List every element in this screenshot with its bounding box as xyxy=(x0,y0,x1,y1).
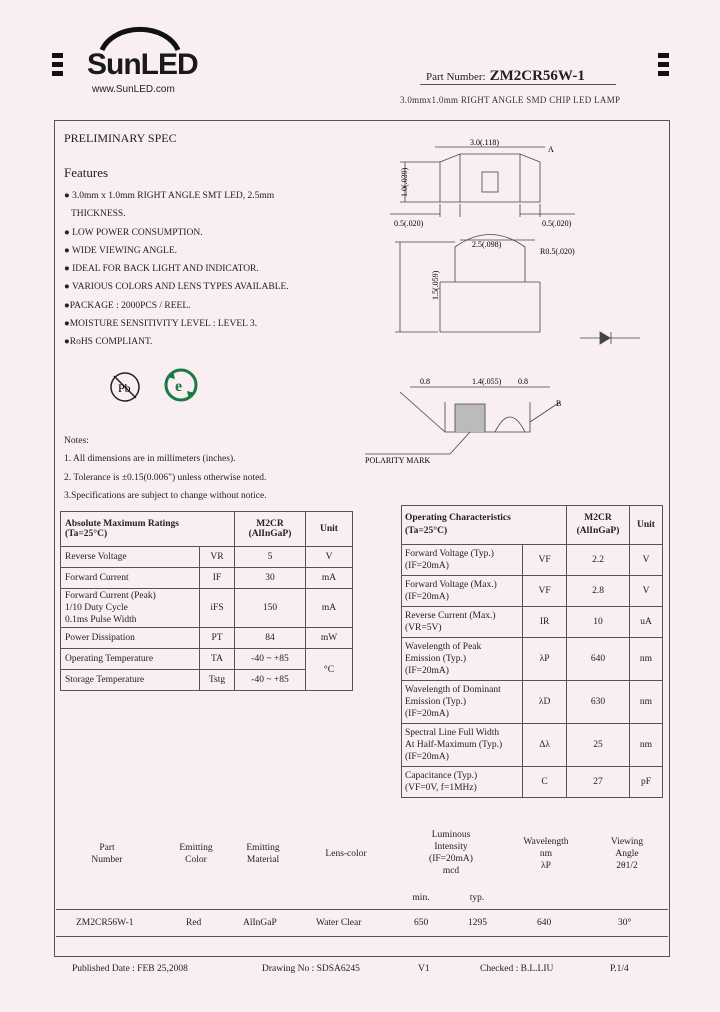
abs-value: 84 xyxy=(235,628,306,649)
dim-mid: 2.5(.098) xyxy=(472,240,502,249)
op-value: 630 xyxy=(567,681,630,724)
notes xyxy=(64,432,267,505)
op-symbol: Δλ xyxy=(523,724,567,767)
op-param: Reverse Current (Max.) (VR=5V) xyxy=(402,607,523,638)
version: V1 xyxy=(418,964,430,974)
op-header-unit: Unit xyxy=(630,506,663,545)
abs-symbol: PT xyxy=(200,628,235,649)
dim-a: A xyxy=(548,145,554,154)
feature-item: ●PACKAGE : 2000PCS / REEL. xyxy=(64,300,191,311)
polarity-label: POLARITY MARK xyxy=(365,456,431,465)
abs-value: -40 ~ +85 xyxy=(235,649,306,670)
abs-header-row xyxy=(61,512,353,547)
op-unit: nm xyxy=(630,638,663,681)
product-rule-top xyxy=(56,909,668,910)
op-unit: V xyxy=(630,576,663,607)
dim-top: 3.0(.118) xyxy=(470,138,500,147)
abs-symbol: iFS xyxy=(200,589,235,628)
abs-param: Operating Temperature xyxy=(61,649,200,670)
abs-unit: mA xyxy=(306,568,353,589)
feature-item: ● LOW POWER CONSUMPTION. xyxy=(64,227,203,238)
part-label: Part Number: xyxy=(426,71,486,83)
spec-title: PRELIMINARY SPEC xyxy=(64,131,177,145)
op-unit: nm xyxy=(630,681,663,724)
abs-unit: mW xyxy=(306,628,353,649)
note-item: 3.Specifications are subject to change without notice. xyxy=(64,490,267,501)
note-item: 1. All dimensions are in millimeters (inches). xyxy=(64,454,236,465)
feature-item: ● IDEAL FOR BACK LIGHT AND INDICATOR. xyxy=(64,264,259,275)
table-row xyxy=(61,589,353,628)
op-value: 2.8 xyxy=(567,576,630,607)
product-material: AlInGaP xyxy=(243,918,277,928)
brand-logo: SunLED xyxy=(87,48,198,81)
dim-left: 1.0(.039) xyxy=(400,167,409,197)
op-unit: nm xyxy=(630,724,663,767)
eco-text: e xyxy=(175,378,183,395)
op-symbol: λD xyxy=(523,681,567,724)
col-min: min. xyxy=(412,893,430,903)
op-header-title: Operating Characteristics (Ta=25°C) xyxy=(402,506,567,545)
abs-header-m2cr: M2CR (AlInGaP) xyxy=(235,512,306,547)
op-param: Wavelength of Peak Emission (Typ.) (IF=20mA) xyxy=(402,638,523,681)
product-subtitle: 3.0mmx1.0mm RIGHT ANGLE SMD CHIP LED LAMP xyxy=(400,95,621,105)
table-row xyxy=(402,638,663,681)
product-lens: Water Clear xyxy=(316,918,362,928)
operating-table xyxy=(401,505,663,798)
op-value: 2.2 xyxy=(567,545,630,576)
dim-b: B xyxy=(556,399,562,408)
drawing-number: Drawing No : SDSA6245 xyxy=(262,964,360,974)
dim-side-right: 0.5(.020) xyxy=(542,219,572,228)
op-unit: V xyxy=(630,545,663,576)
abs-value: 150 xyxy=(235,589,306,628)
abs-value: 5 xyxy=(235,547,306,568)
product-part: ZM2CR56W-1 xyxy=(76,918,134,928)
product-color: Red xyxy=(186,918,202,928)
dim-side-left: 0.5(.020) xyxy=(394,219,424,228)
op-symbol: VF xyxy=(523,545,567,576)
package-drawing xyxy=(360,132,665,472)
page-number: P.1/4 xyxy=(610,964,629,974)
product-typ: 1295 xyxy=(468,918,487,928)
abs-param: Storage Temperature xyxy=(61,670,200,691)
op-symbol: λP xyxy=(523,638,567,681)
feature-item: ●RoHS COMPLIANT. xyxy=(64,337,153,348)
op-header-row xyxy=(402,506,663,545)
table-row xyxy=(61,628,353,649)
table-row xyxy=(402,545,663,576)
abs-symbol: VR xyxy=(200,547,235,568)
note-item: 2. Tolerance is ±0.15(0.006") unless otherwise noted. xyxy=(64,472,267,483)
col-emitting-material: Emitting Material xyxy=(246,843,280,865)
dim-pad-left: 0.8 xyxy=(420,377,430,386)
op-param: Forward Voltage (Typ.) (IF=20mA) xyxy=(402,545,523,576)
features-title: Features xyxy=(64,165,109,180)
col-wavelength: Wavelength nm λP xyxy=(523,837,569,871)
op-param: Spectral Line Full Width At Half-Maximum (Typ.) (IF=20mA) xyxy=(402,724,523,767)
op-unit: pF xyxy=(630,767,663,798)
op-symbol: VF xyxy=(523,576,567,607)
feature-item: ● VARIOUS COLORS AND LENS TYPES AVAILABLE. xyxy=(64,282,289,293)
features-list xyxy=(64,187,334,352)
abs-header-title: Absolute Maximum Ratings (Ta=25°C) xyxy=(61,512,235,547)
abs-unit: V xyxy=(306,547,353,568)
part-number-block xyxy=(426,68,585,85)
col-lens-color: Lens-color xyxy=(325,849,367,859)
table-row xyxy=(61,568,353,589)
col-luminous: Luminous Intensity (IF=20mA) mcd xyxy=(429,830,473,876)
abs-value: -40 ~ +85 xyxy=(235,670,306,691)
dim-lens: R0.5(.020) xyxy=(540,247,575,256)
col-part-number: Part Number xyxy=(91,843,123,865)
col-viewing-angle: Viewing Angle 2θ1/2 xyxy=(610,837,644,871)
op-param: Capacitance (Typ.) (VF=0V, f=1MHz) xyxy=(402,767,523,798)
op-symbol: IR xyxy=(523,607,567,638)
table-row xyxy=(402,767,663,798)
op-value: 10 xyxy=(567,607,630,638)
col-typ: typ. xyxy=(469,893,485,903)
dim-pad-mid: 1.4(.055) xyxy=(472,377,502,386)
notes-title: Notes: xyxy=(64,436,89,446)
abs-param: Power Dissipation xyxy=(61,628,200,649)
op-unit: uA xyxy=(630,607,663,638)
feature-item: ● 3.0mm x 1.0mm RIGHT ANGLE SMT LED, 2.5mm xyxy=(64,191,275,201)
table-row xyxy=(402,724,663,767)
abs-param: Forward Current xyxy=(61,568,200,589)
feature-item: ●MOISTURE SENSITIVITY LEVEL : LEVEL 3. xyxy=(64,319,258,330)
table-row xyxy=(402,607,663,638)
pb-text: Pb xyxy=(118,381,131,395)
op-value: 640 xyxy=(567,638,630,681)
abs-unit: mA xyxy=(306,589,353,628)
table-row xyxy=(402,681,663,724)
pb-free-icon xyxy=(108,370,142,404)
product-rule-bottom xyxy=(56,936,668,937)
published-date: Published Date : FEB 25,2008 xyxy=(72,964,188,974)
abs-param: Forward Current (Peak) 1/10 Duty Cycle 0.1ms Pulse Width xyxy=(61,589,200,628)
product-wavelength: 640 xyxy=(537,918,552,928)
abs-unit: °C xyxy=(306,649,353,691)
op-param: Wavelength of Dominant Emission (Typ.) (IF=20mA) xyxy=(402,681,523,724)
table-row xyxy=(61,649,353,670)
op-symbol: C xyxy=(523,767,567,798)
abs-max-table xyxy=(60,511,353,691)
op-value: 27 xyxy=(567,767,630,798)
feature-item: ● WIDE VIEWING ANGLE. xyxy=(64,245,178,256)
abs-value: 30 xyxy=(235,568,306,589)
checked-by: Checked : B.L.LIU xyxy=(480,964,554,974)
abs-symbol: IF xyxy=(200,568,235,589)
left-bars-icon xyxy=(52,53,63,80)
product-viewing: 30° xyxy=(618,918,632,928)
dim-height: 1.5(.059) xyxy=(431,270,440,300)
abs-header-unit: Unit xyxy=(306,512,353,547)
abs-symbol: TA xyxy=(200,649,235,670)
dim-pad-right: 0.8 xyxy=(518,377,528,386)
op-value: 25 xyxy=(567,724,630,767)
op-param: Forward Voltage (Max.) (IF=20mA) xyxy=(402,576,523,607)
op-header-m2cr: M2CR (AlInGaP) xyxy=(567,506,630,545)
abs-param: Reverse Voltage xyxy=(61,547,200,568)
product-min: 650 xyxy=(414,918,429,928)
brand-url: www.SunLED.com xyxy=(92,84,175,95)
table-row xyxy=(61,547,353,568)
abs-symbol: Tstg xyxy=(200,670,235,691)
eco-rohs-icon xyxy=(163,367,199,403)
col-emitting-color: Emitting Color xyxy=(179,843,213,865)
right-bars-icon xyxy=(658,53,669,80)
part-number: ZM2CR56W-1 xyxy=(489,68,585,84)
table-row xyxy=(402,576,663,607)
feature-item: THICKNESS. xyxy=(64,209,126,220)
